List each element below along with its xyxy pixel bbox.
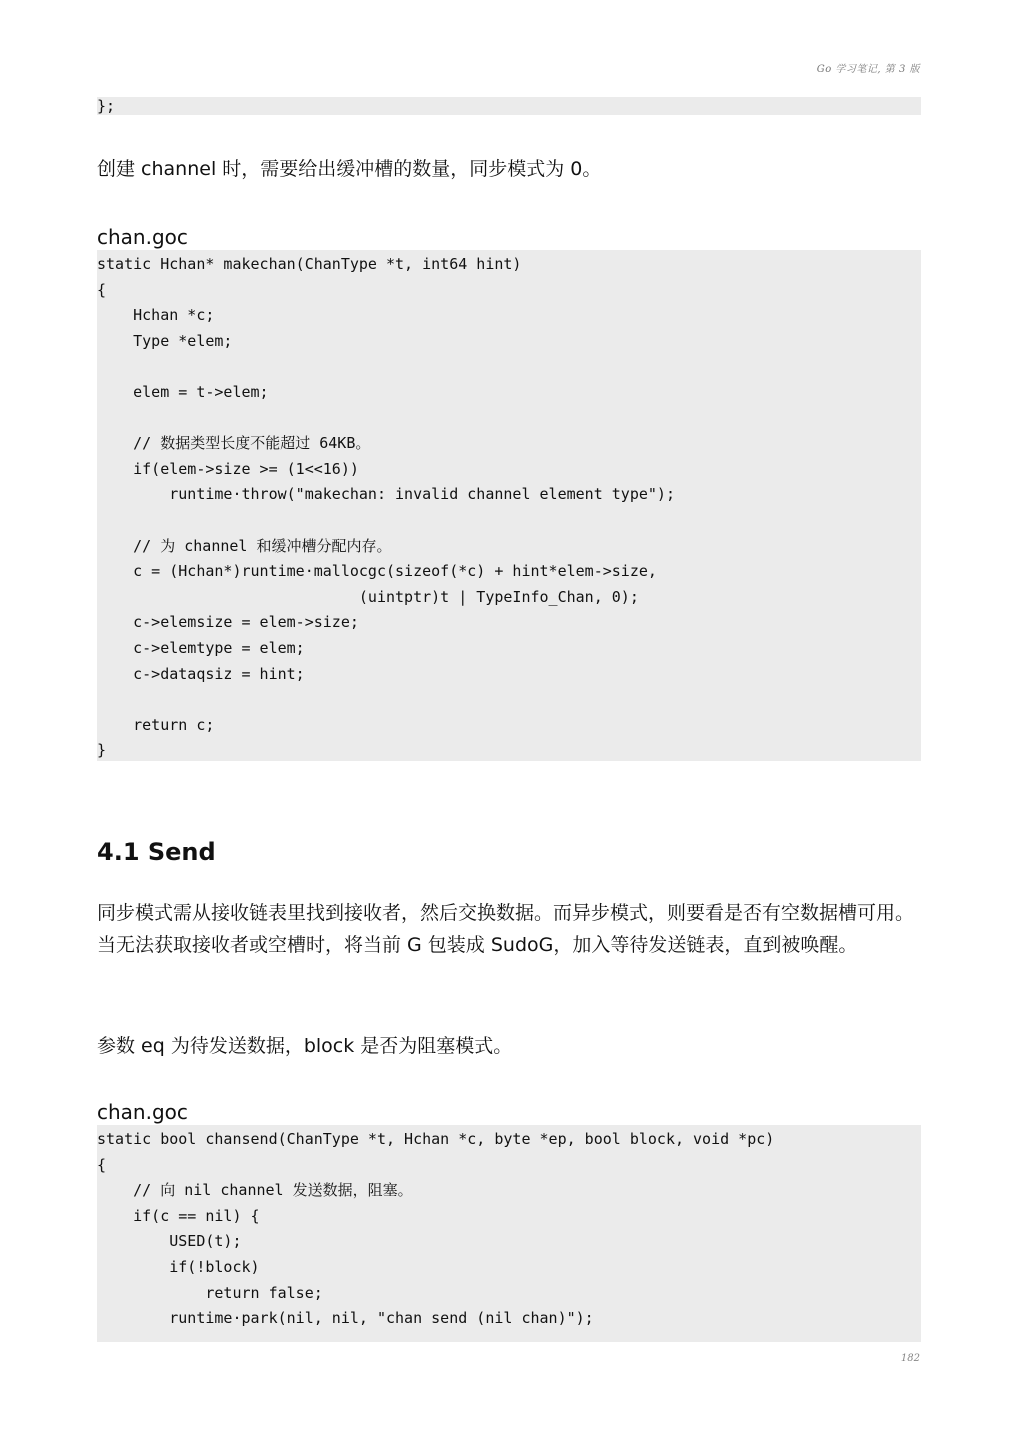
code-line: USED(t); <box>97 1232 242 1251</box>
code-line: // 数据类型长度不能超过 64KB。 <box>97 434 371 453</box>
code-line: if(c == nil) { <box>97 1206 260 1225</box>
code-line <box>97 406 921 432</box>
code-line: return c; <box>97 715 215 734</box>
code-line: if(!block) <box>97 1257 260 1276</box>
code-line: (uintptr)t | TypeInfo_Chan, 0); <box>97 587 639 606</box>
code-line: static Hchan* makechan(ChanType *t, int64 hint) <box>97 255 522 273</box>
code-line: static bool chansend(ChanType *t, Hchan *c, byte *ep, bool block, void *pc) <box>97 1130 775 1148</box>
code-line: c->elemsize = elem->size; <box>97 613 359 632</box>
code-line: Type *elem; <box>97 331 233 350</box>
code-block-chansend <box>97 1125 921 1342</box>
code-line: elem = t->elem; <box>97 382 269 401</box>
code-line <box>97 508 921 534</box>
paragraph-send-params: 参数 eq 为待发送数据，block 是否为阻塞模式。 <box>97 1035 513 1057</box>
paragraph-channel-create: 创建 channel 时，需要给出缓冲槽的数量，同步模式为 0。 <box>97 158 602 180</box>
code-line: c->dataqsiz = hint; <box>97 664 305 683</box>
code-line: runtime·park(nil, nil, "chan send (nil chan)"); <box>97 1309 594 1328</box>
code-line: return false; <box>97 1283 323 1302</box>
code-line <box>97 354 921 380</box>
code-block-makechan <box>97 250 921 761</box>
code-block-top <box>97 97 921 115</box>
code-line <box>97 687 921 713</box>
section-heading-send: 4.1 Send <box>97 838 216 866</box>
running-header: Go 学习笔记, 第 3 版 <box>816 64 920 75</box>
code-line: }; <box>97 97 116 115</box>
code-line: runtime·throw("makechan: invalid channel element type"); <box>97 485 675 504</box>
code-line: c = (Hchan*)runtime·mallocgc(sizeof(*c) + hint*elem->size, <box>97 562 657 581</box>
paragraph-send-description: 同步模式需从接收链表里找到接收者，然后交换数据。而异步模式，则要看是否有空数据槽可用。当无法获取接收者或空槽时，将当前 G 包装成 SudoG，加入等待发送链表，直到被唤醒。 <box>97 902 915 956</box>
code-line: { <box>97 1155 107 1174</box>
code-line: if(elem->size >= (1<<16)) <box>97 459 359 478</box>
page-number: 182 <box>900 1353 920 1364</box>
code-line: } <box>97 741 107 760</box>
file-label-chansend: chan.goc <box>97 1100 188 1124</box>
code-line: c->elemtype = elem; <box>97 638 305 657</box>
code-line: { <box>97 280 107 299</box>
file-label-makechan: chan.goc <box>97 225 188 249</box>
code-line: // 向 nil channel 发送数据，阻塞。 <box>97 1181 413 1200</box>
code-line: Hchan *c; <box>97 306 215 325</box>
code-line: // 为 channel 和缓冲槽分配内存。 <box>97 536 392 555</box>
